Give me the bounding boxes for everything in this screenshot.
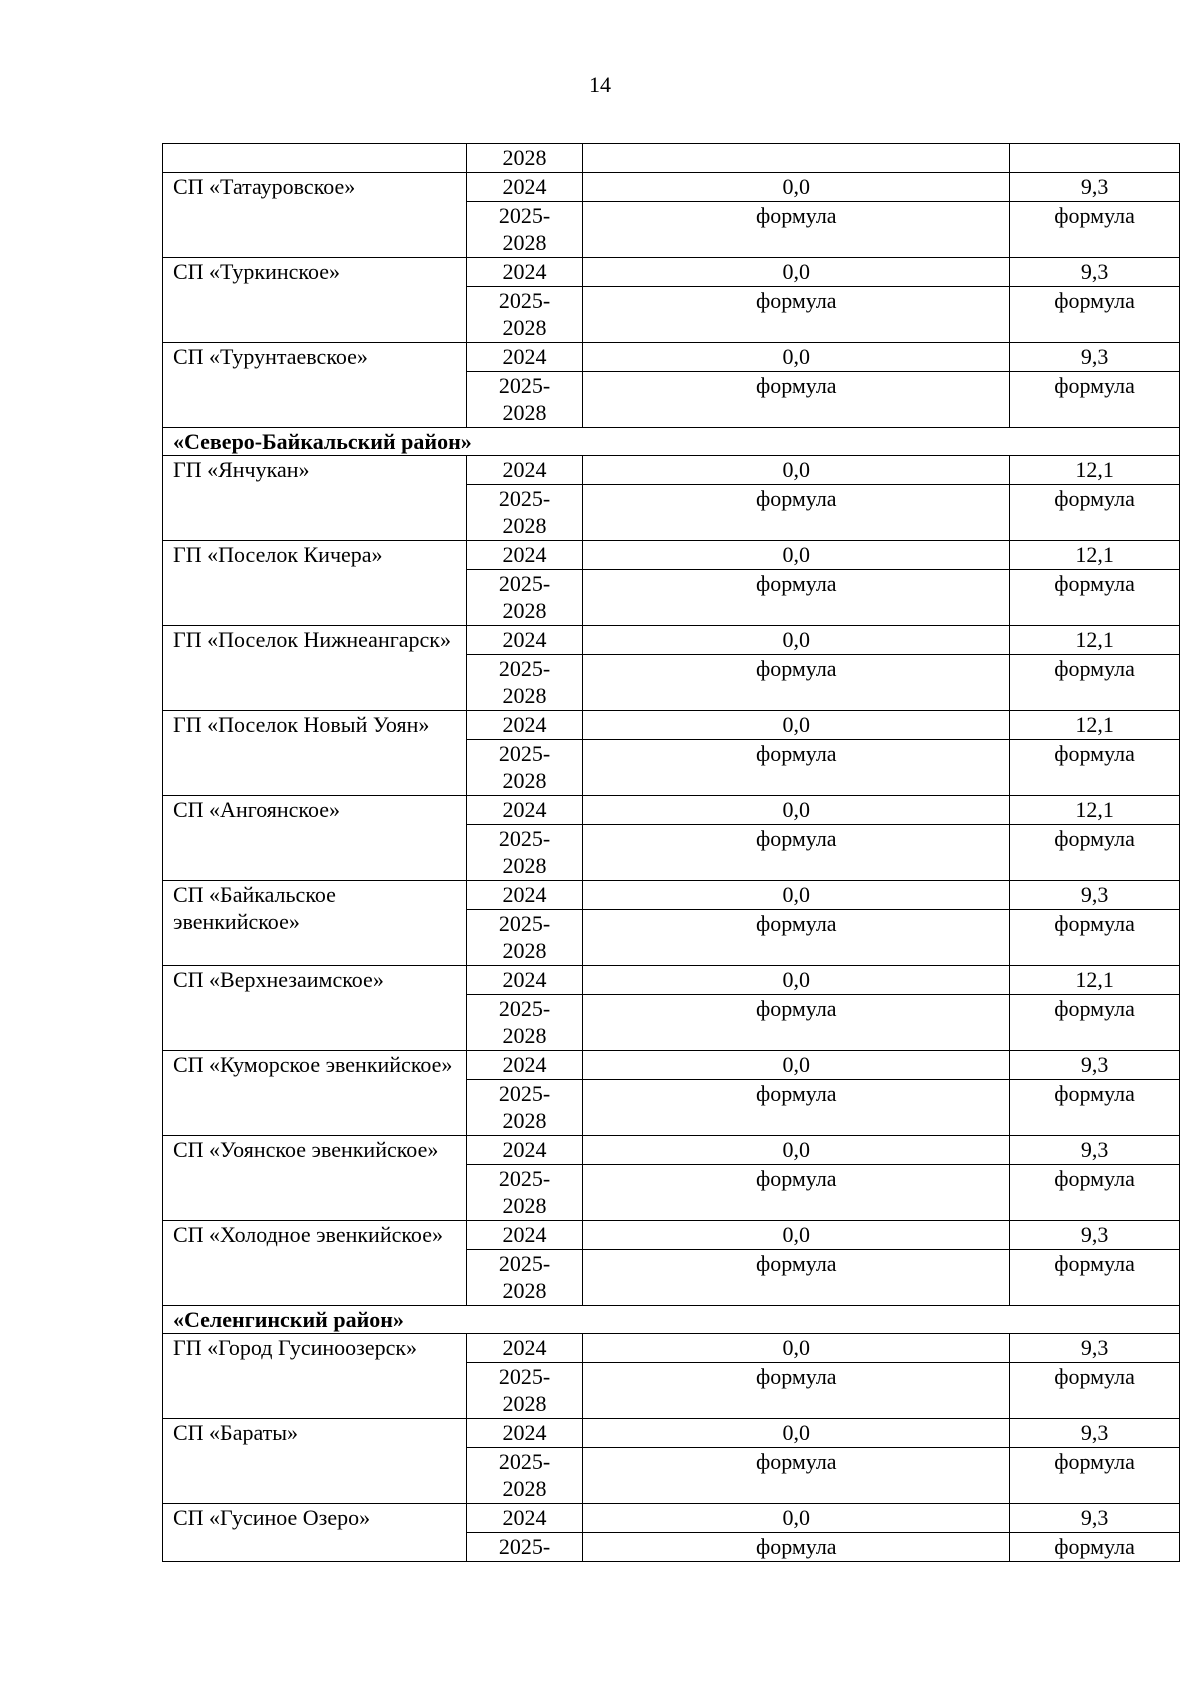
value-cell: 0,0 xyxy=(583,541,1010,570)
value-cell: 9,3 xyxy=(1010,258,1180,287)
value-cell: 0,0 xyxy=(583,711,1010,740)
value-cell: 12,1 xyxy=(1010,456,1180,485)
year-cell: 2024 xyxy=(466,1504,583,1533)
year-cell: 2024 xyxy=(466,258,583,287)
value-cell: формула xyxy=(1010,1165,1180,1221)
value-cell: 9,3 xyxy=(1010,173,1180,202)
value-cell: 0,0 xyxy=(583,796,1010,825)
year-cell: 2024 xyxy=(466,173,583,202)
settlement-name: СП «Холодное эвенкийское» xyxy=(163,1221,467,1306)
value-cell: 0,0 xyxy=(583,1051,1010,1080)
year-cell: 2024 xyxy=(466,796,583,825)
year-cell: 2024 xyxy=(466,1334,583,1363)
table-row xyxy=(163,456,1180,485)
year-cell: 2024 xyxy=(466,1136,583,1165)
value-cell: формула xyxy=(583,995,1010,1051)
year-cell: 2024 xyxy=(466,626,583,655)
table-row xyxy=(163,1334,1180,1363)
value-cell: формула xyxy=(1010,485,1180,541)
value-cell: формула xyxy=(1010,995,1180,1051)
value-cell: 9,3 xyxy=(1010,1051,1180,1080)
value-cell: формула xyxy=(1010,202,1180,258)
value-cell: формула xyxy=(1010,1533,1180,1562)
value-cell: 12,1 xyxy=(1010,711,1180,740)
value-cell: 0,0 xyxy=(583,173,1010,202)
value-cell: формула xyxy=(1010,287,1180,343)
year-cell: 2025- 2028 xyxy=(466,485,583,541)
table-row xyxy=(163,173,1180,202)
value-cell: 12,1 xyxy=(1010,541,1180,570)
year-cell: 2024 xyxy=(466,343,583,372)
value-cell: формула xyxy=(1010,570,1180,626)
settlement-name: ГП «Поселок Новый Уоян» xyxy=(163,711,467,796)
year-cell: 2025- 2028 xyxy=(466,202,583,258)
table-row xyxy=(163,966,1180,995)
table-row xyxy=(163,1221,1180,1250)
value-cell: формула xyxy=(1010,1448,1180,1504)
year-cell: 2025- xyxy=(466,1533,583,1562)
table-body xyxy=(163,144,1180,1562)
year-cell: 2025- 2028 xyxy=(466,825,583,881)
year-cell: 2024 xyxy=(466,711,583,740)
value-cell: формула xyxy=(583,1080,1010,1136)
value-cell: формула xyxy=(583,1448,1010,1504)
value-cell: формула xyxy=(583,910,1010,966)
settlement-name: ГП «Город Гусиноозерск» xyxy=(163,1334,467,1419)
value-cell: формула xyxy=(583,570,1010,626)
value-cell: 9,3 xyxy=(1010,1221,1180,1250)
value-cell: формула xyxy=(1010,655,1180,711)
value-cell: формула xyxy=(583,1533,1010,1562)
table-row xyxy=(163,626,1180,655)
year-cell: 2024 xyxy=(466,1051,583,1080)
settlement-name: СП «Уоянское эвенкийское» xyxy=(163,1136,467,1221)
value-cell: 0,0 xyxy=(583,258,1010,287)
settlement-name: СП «Гусиное Озеро» xyxy=(163,1504,467,1562)
table-row xyxy=(163,1136,1180,1165)
value-cell: 0,0 xyxy=(583,1504,1010,1533)
value-cell: формула xyxy=(583,825,1010,881)
district-heading: «Северо-Байкальский район» xyxy=(163,428,1180,456)
value-cell xyxy=(1010,144,1180,173)
value-cell: 12,1 xyxy=(1010,966,1180,995)
year-cell: 2025- 2028 xyxy=(466,910,583,966)
table-row xyxy=(163,711,1180,740)
year-cell: 2025- 2028 xyxy=(466,1363,583,1419)
value-cell xyxy=(583,144,1010,173)
value-cell: формула xyxy=(1010,1080,1180,1136)
settlement-name: СП «Ангоянское» xyxy=(163,796,467,881)
year-cell: 2024 xyxy=(466,881,583,910)
value-cell: 0,0 xyxy=(583,1221,1010,1250)
value-cell: 12,1 xyxy=(1010,626,1180,655)
table-row xyxy=(163,541,1180,570)
value-cell: формула xyxy=(1010,740,1180,796)
value-cell: формула xyxy=(583,287,1010,343)
value-cell: формула xyxy=(583,202,1010,258)
district-row xyxy=(163,1306,1180,1334)
value-cell: 0,0 xyxy=(583,343,1010,372)
year-cell: 2025- 2028 xyxy=(466,1165,583,1221)
year-cell: 2025- 2028 xyxy=(466,372,583,428)
page-number: 14 xyxy=(589,72,611,97)
value-cell: 0,0 xyxy=(583,1136,1010,1165)
settlement-name: ГП «Поселок Кичера» xyxy=(163,541,467,626)
year-cell: 2025- 2028 xyxy=(466,740,583,796)
value-cell: 9,3 xyxy=(1010,1504,1180,1533)
value-cell: 9,3 xyxy=(1010,1136,1180,1165)
value-cell: 0,0 xyxy=(583,626,1010,655)
settlement-name: СП «Бараты» xyxy=(163,1419,467,1504)
value-cell: 9,3 xyxy=(1010,343,1180,372)
data-table xyxy=(162,143,1180,1562)
settlement-name: ГП «Поселок Нижнеангарск» xyxy=(163,626,467,711)
value-cell: формула xyxy=(583,655,1010,711)
value-cell: 9,3 xyxy=(1010,881,1180,910)
value-cell: 0,0 xyxy=(583,456,1010,485)
value-cell: 9,3 xyxy=(1010,1334,1180,1363)
table-row xyxy=(163,258,1180,287)
table-row xyxy=(163,1051,1180,1080)
settlement-name: СП «Байкальское эвенкийское» xyxy=(163,881,467,966)
value-cell: 0,0 xyxy=(583,966,1010,995)
value-cell: 0,0 xyxy=(583,1419,1010,1448)
table-row xyxy=(163,881,1180,910)
name-cell xyxy=(163,144,467,173)
district-row xyxy=(163,428,1180,456)
value-cell: 0,0 xyxy=(583,1334,1010,1363)
settlement-name: СП «Татауровское» xyxy=(163,173,467,258)
table-row xyxy=(163,796,1180,825)
settlement-name: СП «Турунтаевское» xyxy=(163,343,467,428)
district-heading: «Селенгинский район» xyxy=(163,1306,1180,1334)
settlement-name: ГП «Янчукан» xyxy=(163,456,467,541)
settlement-name: СП «Верхнезаимское» xyxy=(163,966,467,1051)
year-cell: 2024 xyxy=(466,1221,583,1250)
table-row xyxy=(163,1504,1180,1533)
value-cell: формула xyxy=(1010,910,1180,966)
year-cell: 2025- 2028 xyxy=(466,1250,583,1306)
year-cell: 2025- 2028 xyxy=(466,655,583,711)
settlement-name: СП «Туркинское» xyxy=(163,258,467,343)
value-cell: 0,0 xyxy=(583,881,1010,910)
value-cell: формула xyxy=(583,1363,1010,1419)
year-cell: 2025- 2028 xyxy=(466,1448,583,1504)
value-cell: формула xyxy=(1010,1250,1180,1306)
year-cell: 2028 xyxy=(466,144,583,173)
year-cell: 2025- 2028 xyxy=(466,570,583,626)
value-cell: формула xyxy=(583,372,1010,428)
year-cell: 2025- 2028 xyxy=(466,1080,583,1136)
value-cell: формула xyxy=(583,1165,1010,1221)
settlement-name: СП «Куморское эвенкийское» xyxy=(163,1051,467,1136)
value-cell: формула xyxy=(1010,1363,1180,1419)
year-cell: 2024 xyxy=(466,1419,583,1448)
value-cell: формула xyxy=(583,1250,1010,1306)
year-cell: 2025- 2028 xyxy=(466,995,583,1051)
table-row xyxy=(163,1419,1180,1448)
year-cell: 2024 xyxy=(466,966,583,995)
value-cell: формула xyxy=(1010,825,1180,881)
value-cell: 9,3 xyxy=(1010,1419,1180,1448)
value-cell: формула xyxy=(1010,372,1180,428)
year-cell: 2024 xyxy=(466,456,583,485)
table-row xyxy=(163,343,1180,372)
value-cell: формула xyxy=(583,740,1010,796)
continuation-row xyxy=(163,144,1180,173)
value-cell: формула xyxy=(583,485,1010,541)
value-cell: 12,1 xyxy=(1010,796,1180,825)
year-cell: 2024 xyxy=(466,541,583,570)
year-cell: 2025- 2028 xyxy=(466,287,583,343)
